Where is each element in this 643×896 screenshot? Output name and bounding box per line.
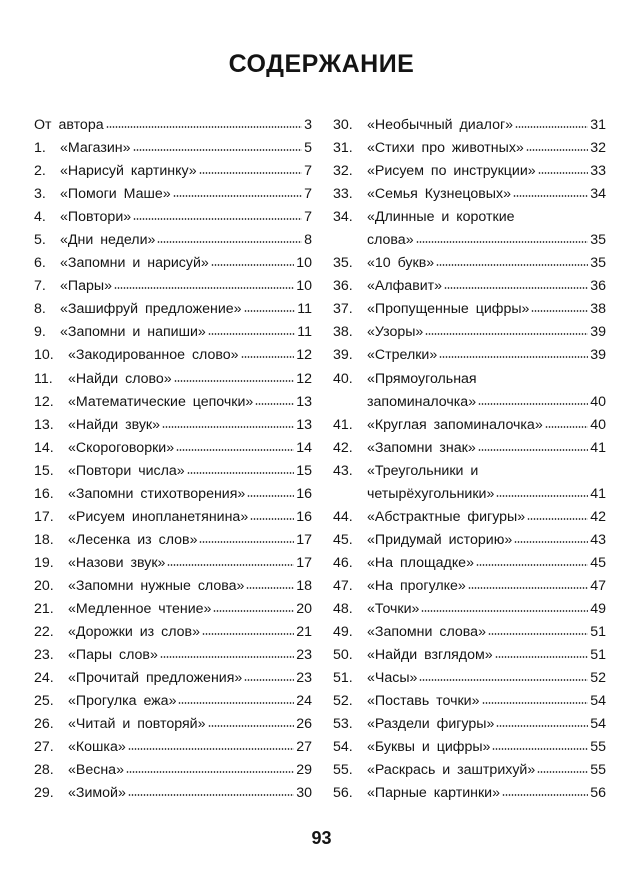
toc-entry-page: 35 bbox=[590, 232, 606, 249]
toc-entry bbox=[333, 183, 606, 206]
dot-leader bbox=[488, 633, 588, 635]
dot-leader bbox=[515, 126, 588, 128]
toc-entry-page: 26 bbox=[296, 716, 312, 733]
toc-entry-page: 10 bbox=[296, 278, 312, 295]
toc-entry bbox=[34, 183, 312, 206]
page-title: СОДЕРЖАНИЕ bbox=[228, 50, 415, 78]
dot-leader bbox=[482, 702, 589, 704]
toc-entry-number: 11. bbox=[34, 370, 53, 387]
toc-entry bbox=[34, 782, 312, 805]
dot-leader bbox=[416, 241, 589, 243]
toc-entry bbox=[34, 160, 312, 183]
toc-entry bbox=[333, 621, 606, 644]
toc-entry-page: 11 bbox=[297, 324, 312, 341]
toc-entry-number: 24. bbox=[34, 670, 54, 687]
toc-entry-title: «Прочитай предложения» bbox=[68, 670, 243, 687]
toc-entry-number: 30. bbox=[333, 117, 353, 133]
toc-entry-page: 14 bbox=[296, 439, 312, 456]
toc-entry-page: 7 bbox=[304, 209, 312, 226]
dot-leader bbox=[468, 587, 588, 589]
toc-entry-page: 5 bbox=[304, 140, 312, 157]
toc-entry bbox=[34, 552, 312, 575]
toc-entry bbox=[333, 713, 606, 736]
toc-entry-number: 40. bbox=[333, 370, 353, 387]
dot-leader bbox=[425, 333, 588, 335]
dot-leader bbox=[439, 356, 588, 358]
dot-leader bbox=[128, 748, 294, 750]
toc-entry-page: 45 bbox=[590, 554, 606, 571]
dot-leader bbox=[133, 218, 302, 220]
toc-entry bbox=[34, 483, 312, 506]
toc-column-left bbox=[34, 114, 312, 805]
dot-leader bbox=[133, 149, 303, 151]
dot-leader bbox=[502, 794, 588, 796]
toc-entry-page: 40 bbox=[590, 393, 606, 410]
toc-entry-number: 43. bbox=[333, 462, 353, 479]
toc-entry-page: 17 bbox=[296, 531, 312, 548]
toc-entry-page: 23 bbox=[296, 670, 312, 687]
toc-entry-number: 17. bbox=[34, 508, 54, 525]
toc-entry-number: 20. bbox=[34, 577, 54, 594]
toc-entry-page: 52 bbox=[590, 670, 606, 687]
toc-entry-title: «Дни недели» bbox=[60, 232, 156, 249]
toc-entry bbox=[34, 137, 312, 160]
toc-entry-title: «Круглая запоминалочка» bbox=[367, 416, 543, 433]
toc-entry bbox=[34, 644, 312, 667]
toc-entry-title: «Поставь точки» bbox=[367, 693, 480, 710]
toc-entry-title: «Рисуем по инструкции» bbox=[367, 163, 536, 180]
dot-leader bbox=[421, 610, 588, 612]
toc-entry-number: 32. bbox=[333, 163, 353, 180]
toc-entry-number: 14. bbox=[34, 439, 54, 456]
toc-entry-page: 42 bbox=[590, 508, 606, 525]
page-number: 93 bbox=[311, 828, 332, 848]
toc-entry-title: «Стрелки» bbox=[367, 347, 438, 364]
toc-entry bbox=[333, 598, 606, 621]
toc-entry-number: 56. bbox=[333, 785, 353, 802]
dot-leader bbox=[492, 748, 588, 750]
dot-leader bbox=[106, 126, 303, 128]
toc-entry-title: «Математические цепочки» bbox=[68, 393, 254, 410]
toc-entry-title: «Помоги Маше» bbox=[60, 186, 171, 203]
toc-entry-title: «На площадке» bbox=[367, 554, 474, 571]
toc-entry bbox=[333, 344, 606, 367]
toc-entry bbox=[333, 759, 606, 782]
dot-leader bbox=[241, 356, 295, 358]
dot-leader bbox=[173, 195, 302, 197]
toc-entry-title: «Алфавит» bbox=[367, 278, 443, 295]
toc-entry-page: 35 bbox=[590, 255, 606, 272]
dot-leader bbox=[208, 333, 295, 335]
toc-entry-title: «Необычный диалог» bbox=[367, 117, 514, 133]
toc-entry-number: 1. bbox=[34, 140, 46, 157]
toc-entry bbox=[34, 368, 312, 391]
dot-leader bbox=[178, 702, 294, 704]
toc-entry bbox=[333, 782, 606, 805]
dot-leader bbox=[246, 587, 294, 589]
toc-entry-page: 20 bbox=[296, 600, 312, 617]
toc-entry-page: 40 bbox=[590, 416, 606, 433]
toc-entry-number: 16. bbox=[34, 485, 54, 502]
toc-entry-title: «Лесенка из слов» bbox=[68, 531, 198, 548]
toc-entry-title-line: «Прямоугольная bbox=[367, 370, 477, 387]
toc-entry-title: слова» bbox=[367, 232, 414, 249]
toc-entry-title: «Повтори» bbox=[60, 209, 132, 226]
toc-entry-page: 23 bbox=[296, 647, 312, 664]
toc-entry-number: 42. bbox=[333, 439, 353, 456]
toc-entry-page: 51 bbox=[590, 624, 606, 641]
toc-entry bbox=[34, 298, 312, 321]
dot-leader bbox=[538, 172, 589, 174]
dot-leader bbox=[478, 403, 588, 405]
toc-entry-title: «Зашифруй предложение» bbox=[60, 301, 242, 318]
toc-entry-title: «Весна» bbox=[68, 762, 124, 779]
toc-entry-number: 47. bbox=[333, 577, 353, 594]
toc-entry-page: 29 bbox=[296, 762, 312, 779]
toc-entry bbox=[34, 460, 312, 483]
toc-entry-page: 34 bbox=[590, 186, 606, 203]
toc-entry-number: 10. bbox=[34, 347, 54, 364]
dot-leader bbox=[436, 264, 588, 266]
dot-leader bbox=[211, 264, 294, 266]
toc-entry-title: «Дорожки из слов» bbox=[68, 624, 200, 641]
toc-entry-title: «Пары слов» bbox=[68, 647, 158, 664]
toc-entry-page: 49 bbox=[590, 600, 606, 617]
toc-entry-title: «Кошка» bbox=[68, 739, 126, 756]
toc-entry bbox=[34, 667, 312, 690]
dot-leader bbox=[495, 656, 589, 658]
toc-entry-number: 49. bbox=[333, 624, 353, 641]
dot-leader bbox=[496, 725, 588, 727]
toc-entry bbox=[333, 644, 606, 667]
toc-entry bbox=[333, 321, 606, 344]
toc-entry-title: «Парные картинки» bbox=[367, 785, 501, 802]
toc-entry bbox=[333, 506, 606, 529]
toc-entry-title: «Зимой» bbox=[68, 785, 126, 802]
toc-entry-title: «Стихи про животных» bbox=[367, 140, 524, 157]
toc-entry-page: 8 bbox=[304, 232, 312, 249]
dot-leader bbox=[213, 610, 294, 612]
toc-entry-title: «Часы» bbox=[367, 670, 418, 687]
toc-entry-title: «Точки» bbox=[367, 600, 420, 617]
toc-entry-title: «Магазин» bbox=[60, 140, 131, 157]
toc-entry bbox=[34, 690, 312, 713]
toc-entry-page: 13 bbox=[296, 393, 312, 410]
toc-entry-page: 55 bbox=[590, 739, 606, 756]
dot-leader bbox=[255, 403, 294, 405]
toc-entry-number: 37. bbox=[333, 301, 353, 318]
toc-entry-number: 4. bbox=[34, 209, 46, 226]
toc-entry-number: 22. bbox=[34, 624, 54, 641]
toc-entry bbox=[333, 206, 606, 252]
toc-entry-page: 33 bbox=[590, 163, 606, 180]
toc-entry-page: 11 bbox=[297, 301, 312, 318]
toc-entry-number: 26. bbox=[34, 716, 54, 733]
toc-entry-title: «Раскрась и заштрихуй» bbox=[367, 762, 536, 779]
toc-entry-page: 55 bbox=[590, 762, 606, 779]
toc-entry bbox=[34, 391, 312, 414]
toc-entry-title: «10 букв» bbox=[367, 255, 435, 272]
dot-leader bbox=[162, 426, 294, 428]
toc-entry-page: 12 bbox=[296, 370, 312, 387]
toc-entry-number: 36. bbox=[333, 278, 353, 295]
dot-leader bbox=[247, 495, 294, 497]
toc-entry bbox=[34, 206, 312, 229]
toc-entry-number: 8. bbox=[34, 301, 46, 318]
toc-entry-page: 36 bbox=[590, 278, 606, 295]
dot-leader bbox=[537, 771, 588, 773]
toc-entry bbox=[34, 621, 312, 644]
toc-entry-title: «Абстрактные фигуры» bbox=[367, 508, 526, 525]
dot-leader bbox=[496, 495, 588, 497]
dot-leader bbox=[526, 149, 588, 151]
toc-entry bbox=[333, 529, 606, 552]
toc-entry-title-line: «Треугольники и bbox=[367, 462, 479, 479]
toc-entry-title: «Рисуем инопланетянина» bbox=[68, 508, 249, 525]
toc-entry-page: 51 bbox=[590, 647, 606, 664]
toc-entry-title: «Нарисуй картинку» bbox=[60, 163, 197, 180]
toc-entry bbox=[333, 414, 606, 437]
toc-entry-number: 2. bbox=[34, 163, 46, 180]
toc-entry bbox=[333, 690, 606, 713]
toc-entry-title: «Назови звук» bbox=[68, 554, 166, 571]
toc-entry bbox=[34, 275, 312, 298]
dot-leader bbox=[187, 472, 295, 474]
dot-leader bbox=[545, 426, 589, 428]
toc-entry-title: «Запомни и нарисуй» bbox=[60, 255, 209, 272]
toc-entry-title: «Раздели фигуры» bbox=[367, 716, 495, 733]
dot-leader bbox=[250, 518, 294, 520]
toc-entry-title: «Прогулка ежа» bbox=[68, 693, 177, 710]
dot-leader bbox=[176, 449, 294, 451]
toc-entry-number: 9. bbox=[34, 324, 46, 341]
toc-entry-number: 54. bbox=[333, 739, 353, 756]
dot-leader bbox=[114, 287, 294, 289]
toc-entry-title: «Найди слово» bbox=[68, 370, 172, 387]
toc-entry bbox=[34, 736, 312, 759]
toc-entry-title: От автора bbox=[34, 117, 104, 133]
toc-entry-title: «Семья Кузнецовых» bbox=[367, 186, 511, 203]
toc-entry-page: 39 bbox=[590, 347, 606, 364]
toc-entry-title: «Запомни знак» bbox=[367, 439, 476, 456]
toc-entry bbox=[34, 759, 312, 782]
toc-entry-number: 44. bbox=[333, 508, 353, 525]
toc-entry-page: 31 bbox=[590, 117, 606, 133]
toc-entry-title: «Придумай историю» bbox=[367, 531, 513, 548]
toc-entry-number: 23. bbox=[34, 647, 54, 664]
toc-entry-title-line: «Длинные и короткие bbox=[367, 209, 515, 226]
dot-leader bbox=[476, 564, 588, 566]
dot-leader bbox=[167, 564, 294, 566]
toc-entry bbox=[34, 252, 312, 275]
toc-entry-number: 48. bbox=[333, 600, 353, 617]
toc-entry-title: «На прогулке» bbox=[367, 577, 466, 594]
toc-entry-number: 53. bbox=[333, 716, 353, 733]
toc-entry-number: 52. bbox=[333, 693, 353, 710]
toc-entry-number: 38. bbox=[333, 324, 353, 341]
toc-entry-page: 3 bbox=[304, 117, 312, 133]
toc-entry-number: 33. bbox=[333, 186, 353, 203]
toc-entry-page: 21 bbox=[296, 624, 312, 641]
toc-entry-number: 55. bbox=[333, 762, 353, 779]
toc-entry-number: 51. bbox=[333, 670, 353, 687]
toc-entry-number: 3. bbox=[34, 186, 46, 203]
toc-entry-title: «Запомни слова» bbox=[367, 624, 486, 641]
toc-entry bbox=[34, 437, 312, 460]
toc-entry bbox=[333, 437, 606, 460]
toc-entry-title: «Повтори числа» bbox=[68, 462, 185, 479]
toc-entry-number: 34. bbox=[333, 209, 353, 226]
dot-leader bbox=[126, 771, 294, 773]
toc-entry-page: 54 bbox=[590, 693, 606, 710]
toc-entry-number: 7. bbox=[34, 278, 46, 295]
toc-entry-page: 39 bbox=[590, 324, 606, 341]
toc-entry bbox=[34, 598, 312, 621]
dot-leader bbox=[513, 195, 588, 197]
toc-entry-page: 7 bbox=[304, 186, 312, 203]
dot-leader bbox=[244, 679, 294, 681]
toc-entry bbox=[333, 667, 606, 690]
toc-entry bbox=[34, 506, 312, 529]
toc-entry-number: 41. bbox=[333, 416, 353, 433]
toc-entry-title: «Найди звук» bbox=[68, 416, 161, 433]
dot-leader bbox=[202, 633, 294, 635]
toc-entry-number: 25. bbox=[34, 693, 54, 710]
toc-entry-page: 27 bbox=[296, 739, 312, 756]
toc-entry-page: 7 bbox=[304, 163, 312, 180]
toc-entry-title: «Запомни нужные слова» bbox=[68, 577, 245, 594]
toc-entry-number: 45. bbox=[333, 531, 353, 548]
toc-entry-title: четырёхугольники» bbox=[367, 485, 495, 502]
toc-entry-page: 32 bbox=[590, 140, 606, 157]
toc-entry-title: «Найди взглядом» bbox=[367, 647, 493, 664]
toc-entry bbox=[34, 344, 312, 367]
dot-leader bbox=[444, 287, 588, 289]
dot-leader bbox=[419, 679, 588, 681]
toc-entry bbox=[333, 552, 606, 575]
toc-entry-page: 13 bbox=[296, 416, 312, 433]
toc-entry-number: 15. bbox=[34, 462, 54, 479]
toc-entry bbox=[333, 736, 606, 759]
toc-entry-page: 43 bbox=[590, 531, 606, 548]
toc-entry-page: 30 bbox=[296, 785, 312, 802]
toc-entry-title: «Читай и повторяй» bbox=[68, 716, 206, 733]
dot-leader bbox=[208, 725, 295, 727]
toc-entry bbox=[333, 575, 606, 598]
toc-entry bbox=[333, 114, 606, 137]
toc-entry bbox=[34, 414, 312, 437]
toc-entry-number: 13. bbox=[34, 416, 54, 433]
toc-entry bbox=[333, 137, 606, 160]
toc-entry-title: «Узоры» bbox=[367, 324, 424, 341]
dot-leader bbox=[174, 380, 295, 382]
toc-entry-number: 19. bbox=[34, 554, 54, 571]
toc-entry bbox=[34, 229, 312, 252]
dot-leader bbox=[157, 241, 302, 243]
toc-entry-number: 35. bbox=[333, 255, 353, 272]
dot-leader bbox=[244, 310, 296, 312]
toc-entry-page: 18 bbox=[296, 577, 312, 594]
toc-entry-number: 18. bbox=[34, 531, 54, 548]
toc-entry bbox=[34, 321, 312, 344]
toc-entry bbox=[333, 460, 606, 506]
toc-entry-title: «Закодированное слово» bbox=[68, 347, 239, 364]
toc-entry-number: 27. bbox=[34, 739, 54, 756]
toc-entry-page: 17 bbox=[296, 554, 312, 571]
dot-leader bbox=[160, 656, 294, 658]
dot-leader bbox=[527, 518, 588, 520]
toc-entry-number: 5. bbox=[34, 232, 46, 249]
toc-entry bbox=[333, 275, 606, 298]
toc-entry-title: «Пары» bbox=[60, 278, 112, 295]
toc-entry-page: 54 bbox=[590, 716, 606, 733]
toc-entry-title: «Пропущенные цифры» bbox=[367, 301, 530, 318]
toc-entry-page: 16 bbox=[296, 508, 312, 525]
toc-entry-number: 31. bbox=[333, 140, 353, 157]
toc-entry-number: 28. bbox=[34, 762, 54, 779]
toc-column-right bbox=[333, 114, 606, 805]
toc-entry-page: 24 bbox=[296, 693, 312, 710]
dot-leader bbox=[531, 310, 588, 312]
toc-entry-title: «Буквы и цифры» bbox=[367, 739, 491, 756]
dot-leader bbox=[199, 541, 294, 543]
toc-entry-title: «Запомни и напиши» bbox=[60, 324, 206, 341]
toc-entry-page: 47 bbox=[590, 577, 606, 594]
dot-leader bbox=[199, 172, 302, 174]
dot-leader bbox=[128, 794, 294, 796]
toc-entry-title: «Запомни стихотворения» bbox=[68, 485, 246, 502]
dot-leader bbox=[514, 541, 588, 543]
toc-entry-page: 38 bbox=[590, 301, 606, 318]
toc-entry-number: 21. bbox=[34, 600, 54, 617]
toc-entry-page: 12 bbox=[296, 347, 312, 364]
toc-entry-title: «Скороговорки» bbox=[68, 439, 175, 456]
toc-entry bbox=[333, 160, 606, 183]
dot-leader bbox=[478, 449, 589, 451]
toc-entry-number: 6. bbox=[34, 255, 46, 272]
toc-entry-number: 12. bbox=[34, 393, 54, 410]
toc-entry-page: 16 bbox=[296, 485, 312, 502]
toc-entry bbox=[333, 298, 606, 321]
toc-entry-page: 10 bbox=[296, 255, 312, 272]
toc-entry bbox=[34, 713, 312, 736]
toc-entry-title: запоминалочка» bbox=[367, 393, 477, 410]
toc-entry-page: 41 bbox=[590, 439, 606, 456]
toc-entry bbox=[333, 252, 606, 275]
toc-entry bbox=[333, 368, 606, 414]
toc-entry bbox=[34, 575, 312, 598]
toc-entry bbox=[34, 114, 312, 137]
toc-entry-page: 56 bbox=[590, 785, 606, 802]
toc-entry-number: 46. bbox=[333, 554, 353, 571]
toc-entry-title: «Медленное чтение» bbox=[68, 600, 212, 617]
toc-entry-number: 29. bbox=[34, 785, 54, 802]
toc-entry-page: 41 bbox=[590, 485, 606, 502]
toc-entry-number: 50. bbox=[333, 647, 353, 664]
toc-entry bbox=[34, 529, 312, 552]
toc-entry-page: 15 bbox=[296, 462, 312, 479]
toc-entry-number: 39. bbox=[333, 347, 353, 364]
